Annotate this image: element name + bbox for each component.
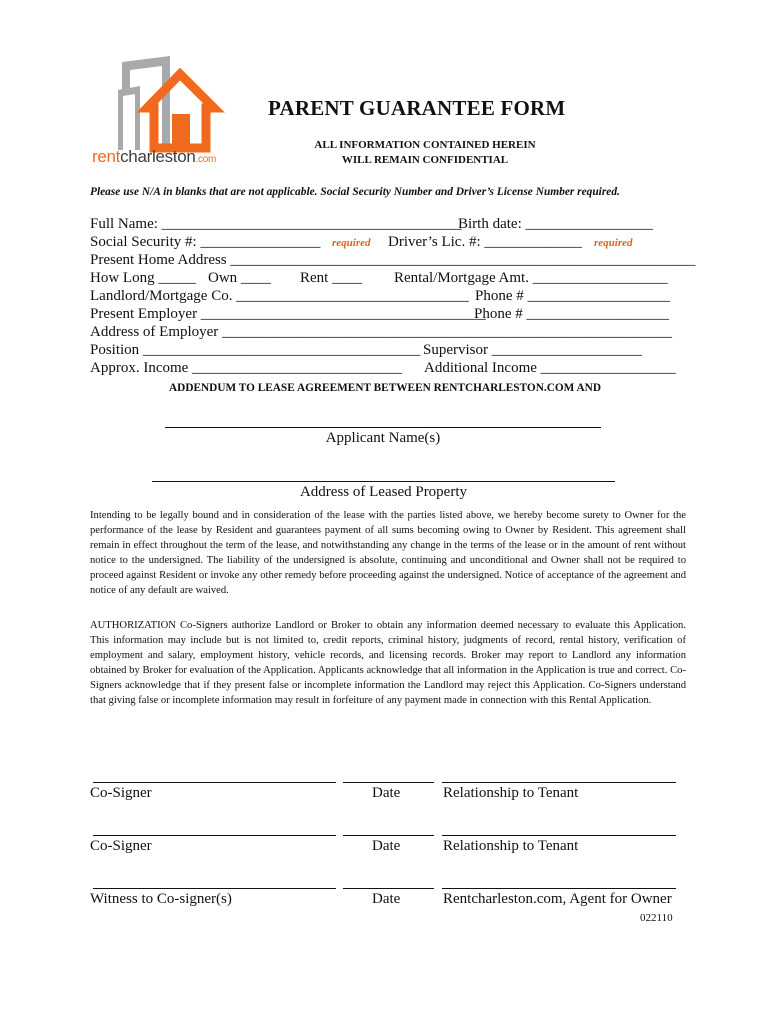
property-address-line[interactable]: [152, 481, 615, 482]
logo-text-charleston: charleston: [120, 147, 196, 166]
cosigner-2-relationship-label: Relationship to Tenant: [443, 838, 579, 854]
witness-date-line[interactable]: [343, 888, 434, 889]
addendum-heading: ADDENDUM TO LEASE AGREEMENT BETWEEN RENTCHARLESTON.COM AND: [169, 382, 601, 394]
instructions: Please use N/A in blanks that are not applicable. Social Security Number and Driver’s License Number required.: [90, 186, 620, 198]
building-icon: [118, 56, 170, 150]
cosigner-1-signature-line[interactable]: [93, 782, 336, 783]
landlord-field[interactable]: Landlord/Mortgage Co. _______________________________: [90, 288, 469, 304]
confidential-notice: [270, 138, 580, 168]
employer-field[interactable]: Present Employer ______________________________________: [90, 306, 486, 322]
rental-amount-field[interactable]: Rental/Mortgage Amt. __________________: [394, 270, 668, 286]
full-name-field[interactable]: Full Name: ________________________________________: [90, 216, 462, 232]
income-field[interactable]: Approx. Income ____________________________: [90, 360, 403, 376]
agent-signature-line[interactable]: [442, 888, 676, 889]
cosigner-2-signature-line[interactable]: [93, 835, 336, 836]
witness-signature-line[interactable]: [93, 888, 336, 889]
cosigner-1-date-label: Date: [372, 785, 401, 801]
logo-text-com: .com: [195, 154, 217, 165]
additional-income-field[interactable]: Additional Income __________________: [424, 360, 676, 376]
own-field[interactable]: Own ____: [208, 270, 271, 286]
logo-text-rent: rent: [92, 147, 121, 166]
cosigner-1-relationship-line[interactable]: [442, 782, 676, 783]
employer-phone-field[interactable]: Phone # ___________________: [474, 306, 669, 322]
drivers-license-field[interactable]: Driver’s Lic. #: _____________: [388, 234, 582, 250]
how-long-field[interactable]: How Long _____: [90, 270, 196, 286]
confidential-line-1: ALL INFORMATION CONTAINED HEREIN: [314, 139, 536, 151]
witness-label: Witness to Co-signer(s): [90, 891, 232, 907]
landlord-phone-field[interactable]: Phone # ___________________: [475, 288, 670, 304]
applicant-name-line[interactable]: [165, 427, 601, 428]
ssn-field[interactable]: Social Security #: ________________: [90, 234, 321, 250]
row-income: [90, 360, 680, 378]
ssn-required-label: required: [332, 237, 371, 249]
guarantee-paragraph: Intending to be legally bound and in consideration of the lease with the parties listed above, we hereby become surety to Owner for the performance of the lease by Resident and guarantees payment of all sums becoming owing to Owner by Resident. This agreement shall remain in effect throughout the term of the lease, and notwithstanding any change in the terms of the lease or in the amount of rent without notice to the undersigned. The liability of the undersigned is absolute, continuing and unconditional and Owner shall not be required to proceed against Resident or invoke any other remedy before proceeding against the undersigned. Notice of acceptance of the agreement and notice of any default are waived.: [90, 510, 686, 596]
cosigner-2-date-line[interactable]: [343, 835, 434, 836]
row-landlord: [90, 288, 680, 306]
cosigner-2-label: Co-Signer: [90, 838, 152, 854]
page-title: PARENT GUARANTEE FORM: [268, 96, 566, 120]
cosigner-1-label: Co-Signer: [90, 785, 152, 801]
applicant-name-label: Applicant Name(s): [325, 430, 441, 446]
cosigner-2-date-label: Date: [372, 838, 401, 854]
agent-label: Rentcharleston.com, Agent for Owner: [443, 891, 672, 907]
authorization-paragraph: AUTHORIZATION Co-Signers authorize Landlord or Broker to obtain any information deemed necessary to evaluate this Application. This information may include but is not limited to, credit reports, criminal history, judgments of record, rental history, verification of employment and salary, employment history, vehicle records, and licensing records. Broker may report to Landlord any information obtained by Broker for evaluation of the Application. Applicants acknowledge that all information in the Application is true and correct. Co-Signers acknowledge that if they present false or incomplete information the Landlord may reject this Application. Co-Signers understand that giving false or incomplete information may result in forfeiture of any payment made in connection with this Rental Application.: [90, 620, 686, 706]
witness-date-label: Date: [372, 891, 401, 907]
dl-required-label: required: [594, 237, 633, 249]
confidential-line-2: WILL REMAIN CONFIDENTIAL: [341, 154, 509, 166]
cosigner-1-date-line[interactable]: [343, 782, 434, 783]
row-employer-address: [90, 324, 680, 342]
cosigner-1-relationship-label: Relationship to Tenant: [443, 785, 579, 801]
row-employer: [90, 306, 680, 324]
employer-address-field[interactable]: Address of Employer ____________________________________________________________: [90, 324, 673, 340]
position-field[interactable]: Position _____________________________________: [90, 342, 421, 358]
row-how-long: [90, 270, 680, 288]
logo-wordmark: [92, 147, 216, 167]
birth-date-field[interactable]: Birth date: _________________: [458, 216, 653, 232]
form-number: 022110: [640, 912, 673, 924]
supervisor-field[interactable]: Supervisor ____________________: [423, 342, 642, 358]
home-address-field[interactable]: Present Home Address ______________________________________________________________: [90, 252, 696, 268]
row-ssn: [90, 234, 680, 252]
row-home-address: [90, 252, 696, 270]
row-full-name: [90, 216, 680, 234]
rent-field[interactable]: Rent ____: [300, 270, 363, 286]
cosigner-2-relationship-line[interactable]: [442, 835, 676, 836]
property-address-label: Address of Leased Property: [299, 484, 468, 500]
row-position: [90, 342, 680, 360]
